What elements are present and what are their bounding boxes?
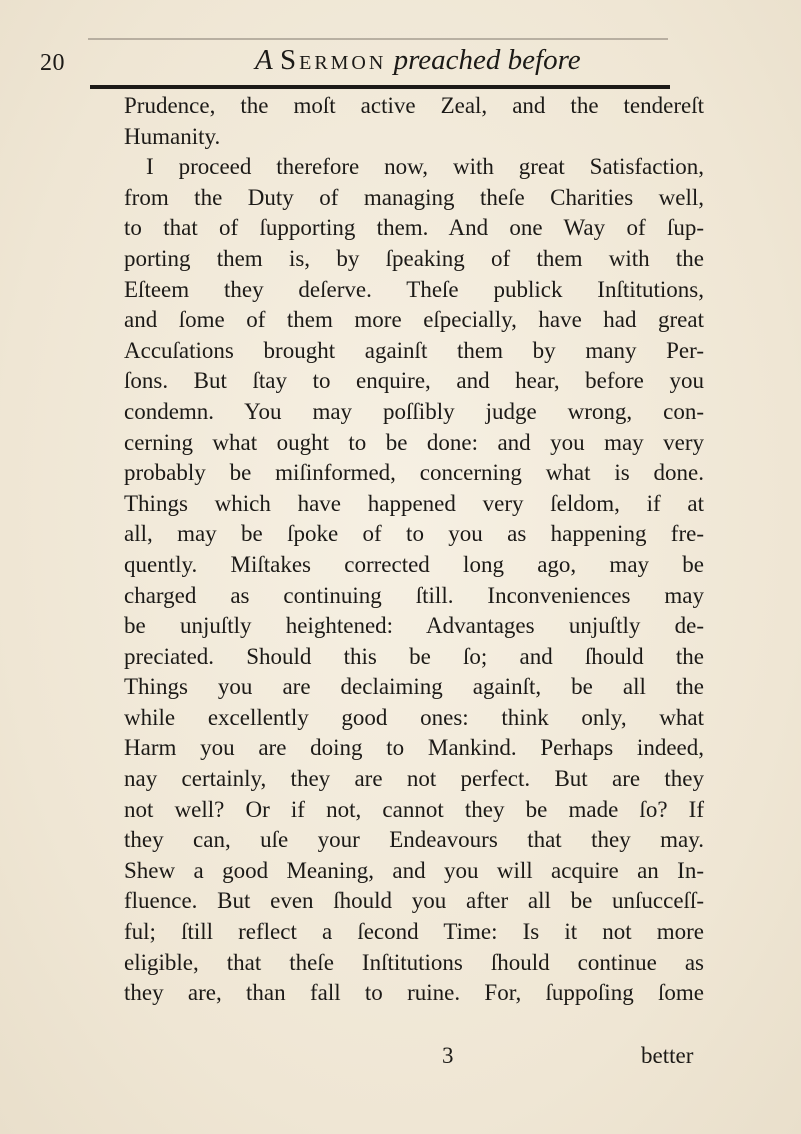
text-line: Prudence, the moſt active Zeal, and the tendereſt: [124, 93, 704, 118]
top-edge-rule: [88, 38, 668, 40]
header-rule: [90, 85, 670, 89]
running-head-title: Sermon: [279, 44, 387, 76]
running-head-subtitle: preached before: [393, 44, 581, 76]
text-line: Shew a good Meaning, and you will acquire an In-: [124, 857, 704, 883]
text-line: from the Duty of managing theſe Charities well,: [124, 184, 704, 210]
text-line: Accuſations brought againſt them by many Per-: [124, 337, 704, 363]
text-line: Harm you are doing to Mankind. Perhaps indeed,: [124, 735, 704, 761]
running-head-article: A: [255, 44, 273, 76]
text-line: be unjuſtly heightened: Advantages unjuſtly de-: [124, 613, 704, 639]
text-line: fluence. But even ſhould you after all be unſucceſſ-: [124, 888, 704, 914]
text-line: charged as continuing ſtill. Inconveniences may: [124, 582, 704, 608]
text-line: ſons. But ſtay to enquire, and hear, before you: [124, 368, 704, 394]
text-line: Things you are declaiming againſt, be all the: [124, 674, 704, 700]
text-line: all, may be ſpoke of to you as happening fre-: [124, 521, 704, 547]
text-line: eligible, that theſe Inſtitutions ſhould continue as: [124, 949, 704, 975]
text-line: they are, than fall to ruine. For, ſuppoſing ſome: [124, 980, 704, 1006]
signature-mark: 3: [442, 1043, 454, 1068]
text-line: Eſteem they deſerve. Theſe publick Inſtitutions,: [124, 276, 704, 302]
body-text: [124, 91, 704, 1009]
text-line: I proceed therefore now, with great Satisfaction,: [146, 154, 704, 180]
text-line: ful; ſtill reflect a ſecond Time: Is it not more: [124, 919, 704, 945]
text-line: Humanity.: [124, 123, 221, 149]
text-line: while excellently good ones: think only, what: [124, 704, 704, 730]
catchword: better: [641, 1043, 694, 1068]
text-line: quently. Miſtakes corrected long ago, may be: [124, 551, 704, 577]
running-head: [255, 44, 581, 77]
text-line: preciated. Should this be ſo; and ſhould the: [124, 643, 704, 669]
text-line: nay certainly, they are not perfect. But are they: [124, 766, 704, 792]
text-line: they can, uſe your Endeavours that they may.: [124, 827, 704, 853]
text-line: probably be miſinformed, concerning what is done.: [124, 460, 704, 486]
text-line: Things which have happened very ſeldom, if at: [124, 490, 704, 516]
text-line: and ſome of them more eſpecially, have had great: [124, 307, 704, 333]
text-line: not well? Or if not, cannot they be made ſo? If: [124, 796, 704, 822]
text-line: porting them is, by ſpeaking of them with the: [124, 245, 704, 271]
text-line: cerning what ought to be done: and you may very: [124, 429, 704, 455]
text-line: condemn. You may poſſibly judge wrong, con-: [124, 398, 704, 424]
text-line: to that of ſupporting them. And one Way of ſup-: [124, 215, 704, 241]
page-number: 20: [40, 50, 65, 76]
